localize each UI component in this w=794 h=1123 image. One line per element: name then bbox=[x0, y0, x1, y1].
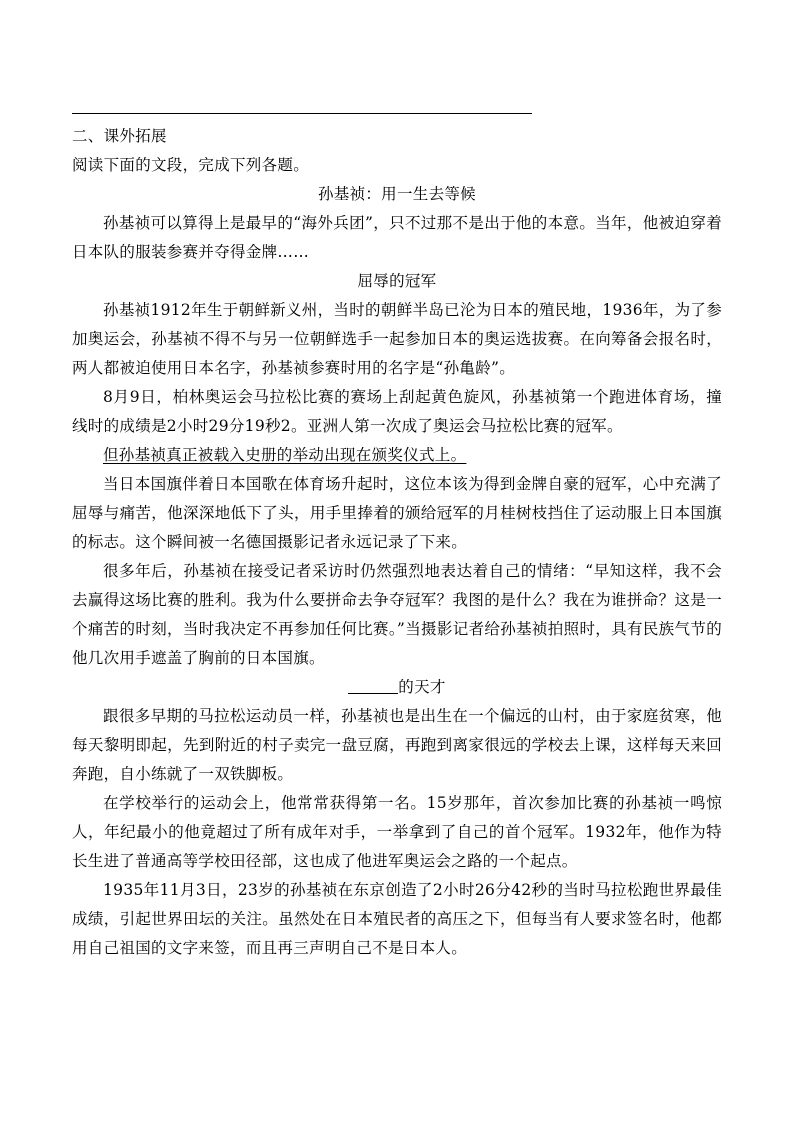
section-heading: 二、课外拓展 bbox=[72, 127, 167, 145]
paragraph: 很多年后，孙基祯在接受记者采访时仍然强烈地表达着自己的情绪：“早知这样，我不会去赢得这场比赛的胜利。我为什么要拼命去争夺冠军？我图的是什么？我在为谁拼命？这是一个痛苦的时刻，当时我决定不再参加任何比赛。”当摄影记者给孙基祯拍照时，具有民族气节的他几次用手遮盖了胸前的日本国旗。 bbox=[72, 562, 722, 667]
paragraph: 1935年11月3日，23岁的孙基祯在东京创造了2小时26分42秒的当时马拉松跑世界最佳成绩，引起世界田坛的关注。虽然处在日本殖民者的高压之下，但每当有人要求签名时，他都用自己祖国的文字来签，而且再三声明自己不是日本人。 bbox=[72, 881, 722, 957]
paragraph: 在学校举行的运动会上，他常常获得第一名。15岁那年，首次参加比赛的孙基祯一鸣惊人，年纪最小的他竟超过了所有成年对手，一举拿到了自己的首个冠军。1932年，他作为特长生进了普通高等学校田径部，这也成了他进军奥运会之路的一个起点。 bbox=[72, 794, 722, 870]
subtitle-genius bbox=[72, 673, 722, 702]
paragraph: 8月9日，柏林奥运会马拉松比赛的赛场上刮起黄色旋风，孙基祯第一个跑进体育场，撞线时的成绩是2小时29分19秒2。亚洲人第一次成了奥运会马拉松比赛的冠军。 bbox=[72, 388, 722, 435]
underlined-sentence: 但孙基祯真正被载入史册的举动出现在颁奖仪式上。 bbox=[103, 446, 467, 464]
paragraph: 跟很多早期的马拉松运动员一样，孙基祯也是出生在一个偏远的山村，由于家庭贫寒，他每天黎明即起，先到附近的村子卖完一盘豆腐，再跑到离家很远的学校去上课，这样每天来回奔跑，自小练就了一双铁脚板。 bbox=[72, 707, 722, 783]
subtitle-genius-text: 的天才 bbox=[398, 678, 446, 696]
underlined-sentence-paragraph bbox=[72, 441, 722, 470]
intro-paragraph: 孙基祯可以算得上是最早的“海外兵团”，只不过那不是出于他的本意。当年，他被迫穿着日本队的服装参赛并夺得金牌…… bbox=[72, 214, 722, 261]
document-body bbox=[72, 122, 722, 963]
paragraph: 孙基祯1912年生于朝鲜新义州，当时的朝鲜半岛已沦为日本的殖民地，1936年，为了参加奥运会，孙基祯不得不与另一位朝鲜选手一起参加日本的奥运选拔赛。在向筹备会报名时，两人都被迫使用日本名字，孙基祯参赛时用的名字是“孙亀龄”。 bbox=[72, 301, 722, 377]
instruction-text: 阅读下面的文段，完成下列各题。 bbox=[72, 156, 310, 174]
subtitle-humiliated-champion: 屈辱的冠军 bbox=[357, 272, 437, 290]
answer-line bbox=[72, 113, 532, 114]
article-title: 孙基祯：用一生去等候 bbox=[317, 185, 476, 203]
fill-in-blank[interactable] bbox=[348, 675, 398, 694]
paragraph: 当日本国旗伴着日本国歌在体育场升起时，这位本该为得到金牌自豪的冠军，心中充满了屈辱与痛苦，他深深地低下了头，用手里捧着的颁给冠军的月桂树枝挡住了运动服上日本国旗的标志。这个瞬间被一名德国摄影记者永远记录了下来。 bbox=[72, 475, 722, 551]
